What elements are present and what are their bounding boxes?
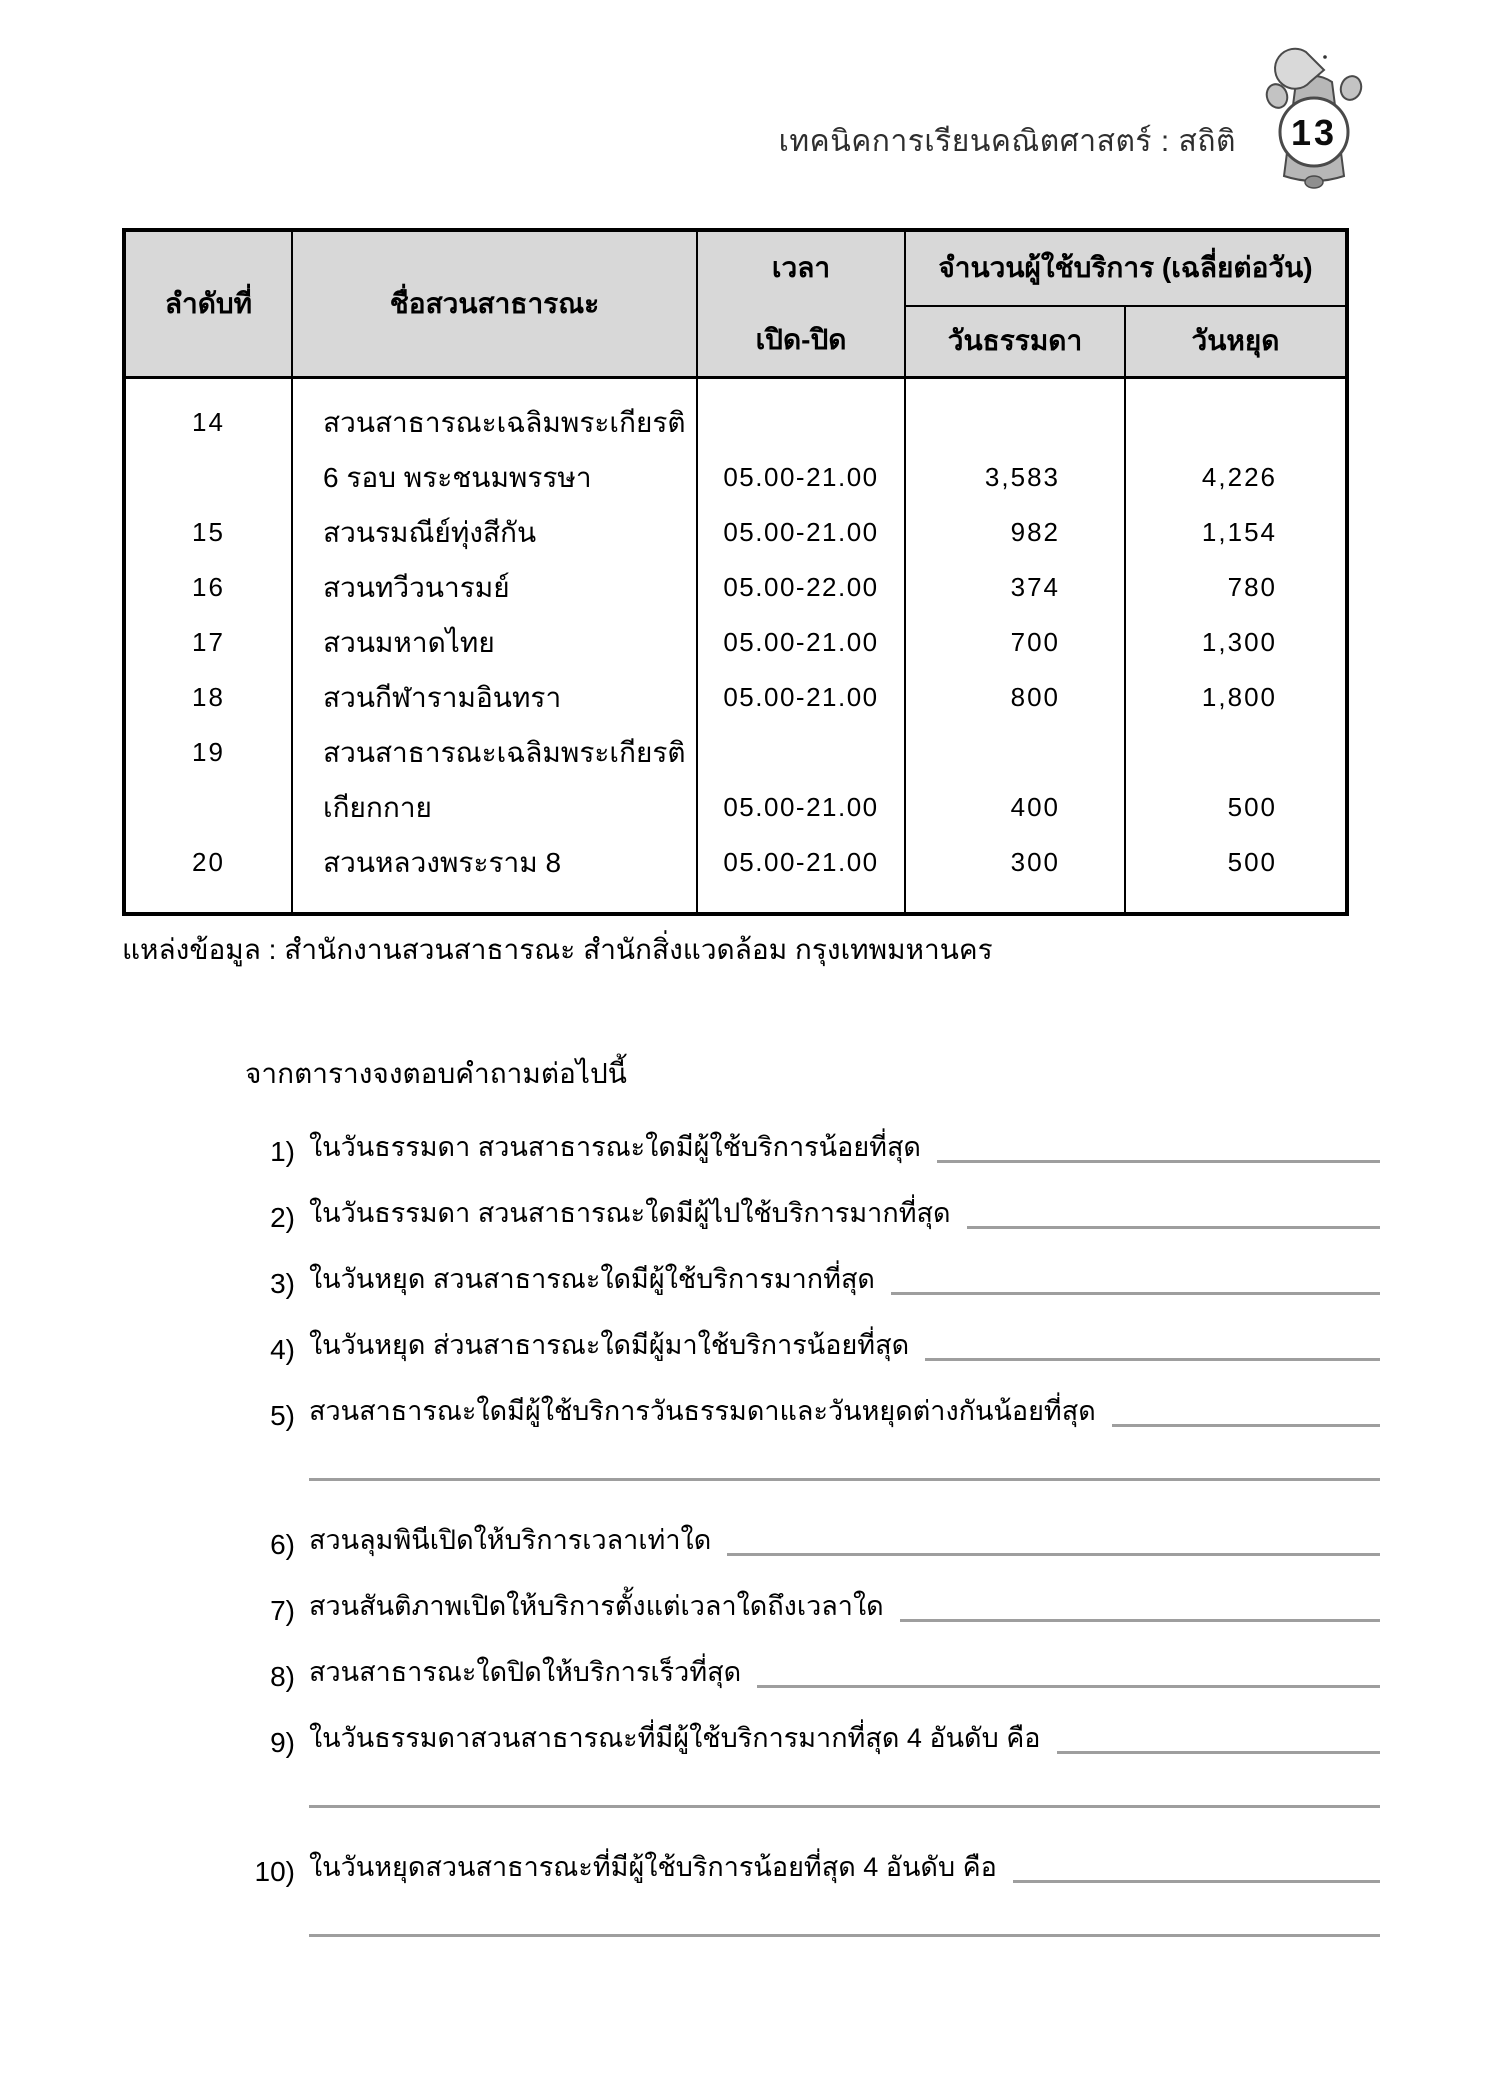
answer-blank-line bbox=[891, 1292, 1380, 1295]
cell-time: 05.00-21.00 bbox=[697, 505, 905, 560]
cell-time bbox=[697, 395, 905, 450]
continuation-blank-line bbox=[309, 1805, 1380, 1808]
column-header-name: ชื่อสวนสาธารณะ bbox=[292, 230, 697, 378]
column-header-time bbox=[697, 230, 905, 378]
cell-park-name: สวนหลวงพระราม 8 bbox=[292, 835, 697, 890]
question-text: สวนสันติภาพเปิดให้บริการตั้งแต่เวลาใดถึงเวลาใด bbox=[309, 1591, 884, 1621]
answer-blank-line bbox=[757, 1685, 1380, 1688]
questions-section bbox=[245, 1052, 1380, 1981]
question-item bbox=[245, 1198, 1380, 1234]
cell-no: 19 bbox=[192, 737, 225, 767]
question-item bbox=[245, 1330, 1380, 1366]
cell-weekday: 700 bbox=[905, 615, 1125, 670]
cell-holiday: 500 bbox=[1125, 835, 1347, 890]
cell-park-name: สวนรมณีย์ทุ่งสีกัน bbox=[292, 505, 697, 560]
cell-weekday: 374 bbox=[905, 560, 1125, 615]
answer-blank-line bbox=[1112, 1424, 1380, 1427]
question-item bbox=[245, 1396, 1380, 1432]
questions-intro: จากตารางจงตอบคำถามต่อไปนี้ bbox=[245, 1058, 627, 1089]
table-row bbox=[124, 615, 1347, 670]
table-header-row bbox=[124, 230, 1347, 306]
answer-blank-line bbox=[1013, 1880, 1380, 1883]
question-number: 5) bbox=[270, 1400, 295, 1431]
question-number: 6) bbox=[270, 1529, 295, 1560]
cell-no: 16 bbox=[192, 572, 225, 602]
cell-holiday: 1,800 bbox=[1125, 670, 1347, 725]
table-spacer-row bbox=[124, 890, 1347, 914]
cell-weekday: 3,583 bbox=[905, 450, 1125, 505]
source-note: แหล่งข้อมูล : สำนักงานสวนสาธารณะ สำนักสิ่งแวดล้อม กรุงเทพมหานคร bbox=[122, 934, 993, 965]
cell-no: 14 bbox=[192, 407, 225, 437]
cell-no: 15 bbox=[192, 517, 225, 547]
cell-holiday bbox=[1125, 395, 1347, 450]
cell-time: 05.00-22.00 bbox=[697, 560, 905, 615]
question-text: ในวันหยุด สวนสาธารณะใดมีผู้ใช้บริการมากที่สุด bbox=[309, 1264, 875, 1294]
cell-time: 05.00-21.00 bbox=[697, 835, 905, 890]
column-header-time-line2: เปิด-ปิด bbox=[755, 324, 847, 355]
question-text: ในวันหยุด ส่วนสาธารณะใดมีผู้มาใช้บริการน้อยที่สุด bbox=[309, 1330, 910, 1360]
cell-park-name: สวนมหาดไทย bbox=[292, 615, 697, 670]
question-item bbox=[245, 1525, 1380, 1561]
continuation-blank-line bbox=[309, 1478, 1380, 1481]
answer-blank-line bbox=[727, 1553, 1380, 1556]
cell-holiday: 500 bbox=[1125, 780, 1347, 835]
cell-no: 18 bbox=[192, 682, 225, 712]
question-number: 2) bbox=[270, 1202, 295, 1233]
question-item bbox=[245, 1723, 1380, 1759]
cell-holiday: 780 bbox=[1125, 560, 1347, 615]
table-row bbox=[124, 395, 1347, 450]
question-text: สวนลุมพินีเปิดให้บริการเวลาเท่าใด bbox=[309, 1525, 712, 1555]
cell-park-name: สวนสาธารณะเฉลิมพระเกียรติ bbox=[292, 395, 697, 450]
table-row bbox=[124, 450, 1347, 505]
question-item bbox=[245, 1591, 1380, 1627]
cell-holiday bbox=[1125, 725, 1347, 780]
cell-park-name: 6 รอบ พระชนมพรรษา bbox=[292, 450, 697, 505]
table-spacer-row bbox=[124, 378, 1347, 396]
question-text: ในวันธรรมดา สวนสาธารณะใดมีผู้ไปใช้บริการมากที่สุด bbox=[309, 1198, 951, 1228]
cell-weekday: 400 bbox=[905, 780, 1125, 835]
question-item bbox=[245, 1852, 1380, 1888]
table-row bbox=[124, 670, 1347, 725]
answer-blank-line bbox=[937, 1160, 1380, 1163]
cell-time bbox=[697, 725, 905, 780]
cell-park-name: สวนทวีวนารมย์ bbox=[292, 560, 697, 615]
parks-table bbox=[122, 228, 1349, 916]
cell-weekday bbox=[905, 725, 1125, 780]
column-header-no: ลำดับที่ bbox=[124, 230, 292, 378]
table-row bbox=[124, 725, 1347, 780]
answer-blank-line bbox=[900, 1619, 1380, 1622]
column-header-weekday: วันธรรมดา bbox=[905, 306, 1125, 378]
table-row bbox=[124, 560, 1347, 615]
question-item bbox=[245, 1657, 1380, 1693]
cell-weekday bbox=[905, 395, 1125, 450]
cell-weekday: 300 bbox=[905, 835, 1125, 890]
page-number: 13 bbox=[1290, 112, 1338, 153]
table-row bbox=[124, 505, 1347, 560]
question-number: 4) bbox=[270, 1334, 295, 1365]
cell-holiday: 1,300 bbox=[1125, 615, 1347, 670]
question-number: 9) bbox=[270, 1727, 295, 1758]
cell-time: 05.00-21.00 bbox=[697, 780, 905, 835]
answer-blank-line bbox=[925, 1358, 1380, 1361]
column-header-holiday: วันหยุด bbox=[1125, 306, 1347, 378]
cell-park-name: สวนกีฬารามอินทรา bbox=[292, 670, 697, 725]
question-text: สวนสาธารณะใดปิดให้บริการเร็วที่สุด bbox=[309, 1657, 742, 1687]
question-number: 10) bbox=[254, 1856, 295, 1887]
answer-blank-line bbox=[967, 1226, 1380, 1229]
question-text: ในวันหยุดสวนสาธารณะที่มีผู้ใช้บริการน้อยที่สุด 4 อันดับ คือ bbox=[309, 1852, 997, 1882]
continuation-blank-line bbox=[309, 1934, 1380, 1937]
question-item bbox=[245, 1132, 1380, 1168]
question-number: 3) bbox=[270, 1268, 295, 1299]
parks-table-wrapper bbox=[122, 228, 1349, 916]
cell-no bbox=[124, 450, 292, 505]
question-text: ในวันธรรมดาสวนสาธารณะที่มีผู้ใช้บริการมากที่สุด 4 อันดับ คือ bbox=[309, 1723, 1041, 1753]
cell-no bbox=[124, 780, 292, 835]
question-text: ในวันธรรมดา สวนสาธารณะใดมีผู้ใช้บริการน้อยที่สุด bbox=[309, 1132, 921, 1162]
cell-time: 05.00-21.00 bbox=[697, 450, 905, 505]
table-row bbox=[124, 780, 1347, 835]
question-number: 1) bbox=[270, 1136, 295, 1167]
cell-no: 17 bbox=[192, 627, 225, 657]
cell-no: 20 bbox=[192, 847, 225, 877]
mascot-icon bbox=[1262, 44, 1366, 192]
cell-time: 05.00-21.00 bbox=[697, 615, 905, 670]
answer-blank-line bbox=[1057, 1751, 1380, 1754]
column-header-time-line1: เวลา bbox=[771, 252, 831, 283]
cell-park-name: สวนสาธารณะเฉลิมพระเกียรติ bbox=[292, 725, 697, 780]
table-row bbox=[124, 835, 1347, 890]
cell-holiday: 1,154 bbox=[1125, 505, 1347, 560]
page-header-title: เทคนิคการเรียนคณิตศาสตร์ : สถิติ bbox=[778, 125, 1236, 158]
cell-park-name: เกียกกาย bbox=[292, 780, 697, 835]
cell-time: 05.00-21.00 bbox=[697, 670, 905, 725]
cell-weekday: 800 bbox=[905, 670, 1125, 725]
question-number: 7) bbox=[270, 1595, 295, 1626]
cell-holiday: 4,226 bbox=[1125, 450, 1347, 505]
cell-weekday: 982 bbox=[905, 505, 1125, 560]
question-item bbox=[245, 1264, 1380, 1300]
column-header-users-group: จำนวนผู้ใช้บริการ (เฉลี่ยต่อวัน) bbox=[905, 230, 1347, 306]
question-number: 8) bbox=[270, 1661, 295, 1692]
question-text: สวนสาธารณะใดมีผู้ใช้บริการวันธรรมดาและวันหยุดต่างกันน้อยที่สุด bbox=[309, 1396, 1096, 1426]
